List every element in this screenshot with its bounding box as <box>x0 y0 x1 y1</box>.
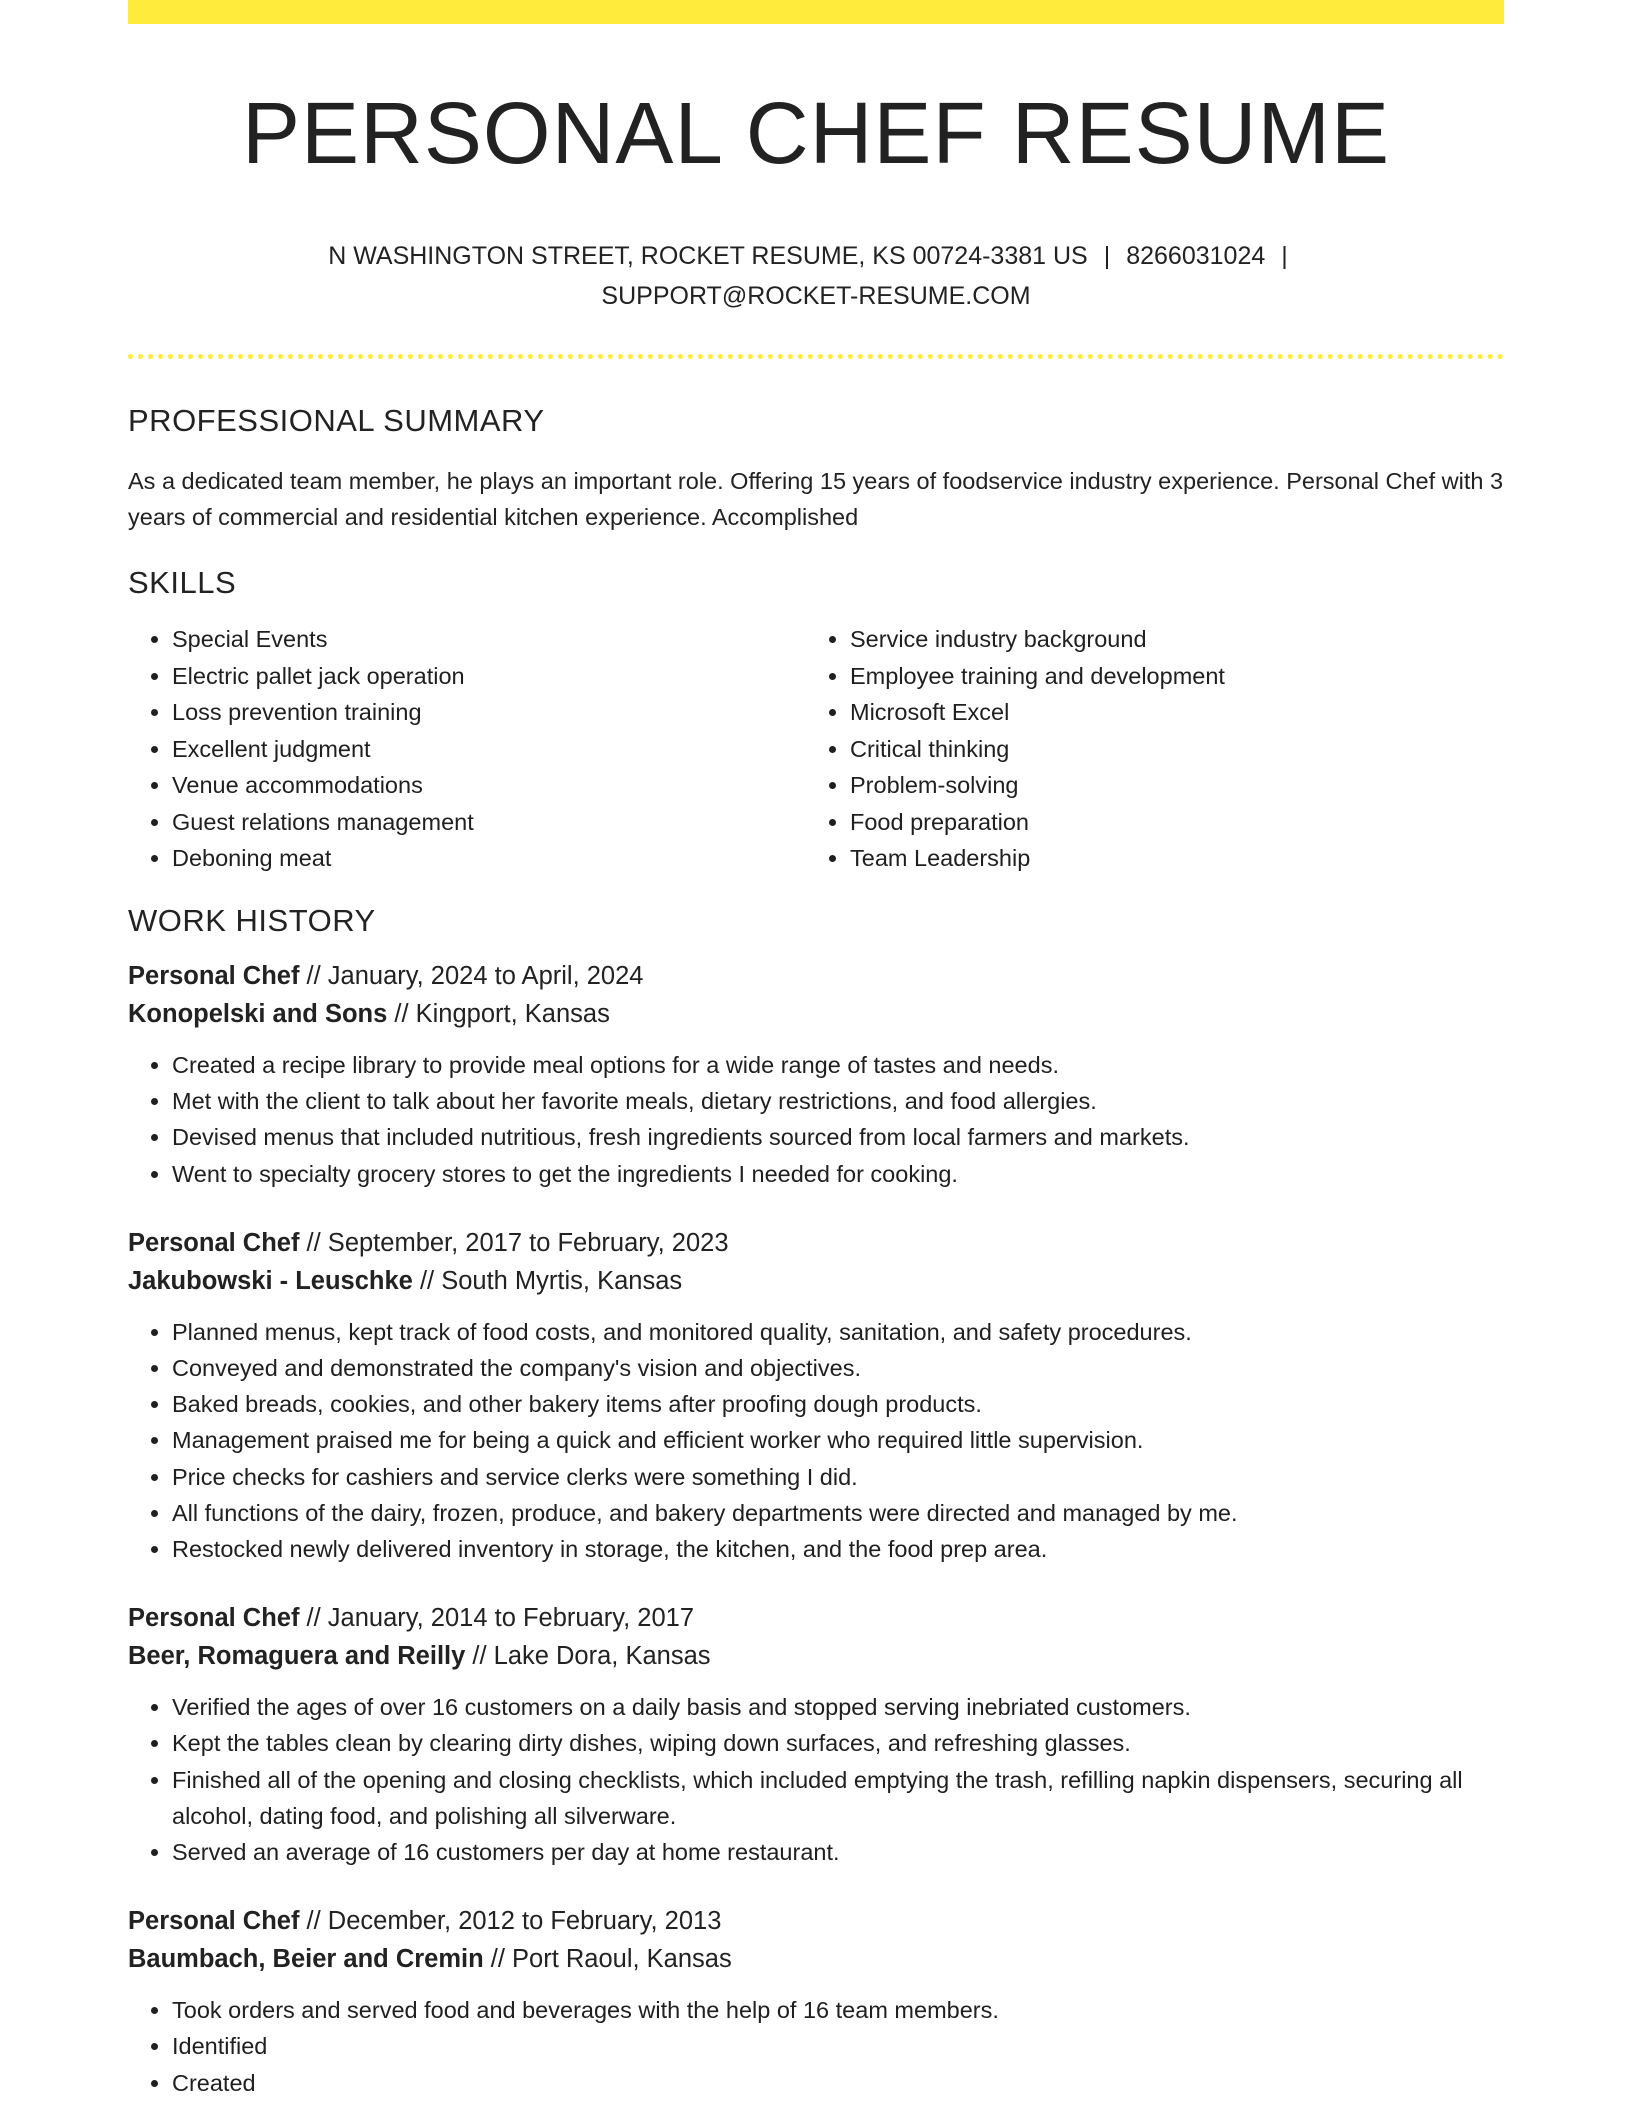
job-role-line <box>128 1224 1504 1262</box>
job-bullet: • Finished all of the opening and closing checklists, which included emptying the trash, refilling napkin dispensers, securing all alcohol, dating food, and polishing all silverware. <box>172 1762 1504 1834</box>
contact-address: N WASHINGTON STREET, ROCKET RESUME, KS 00724-3381 US <box>328 242 1088 271</box>
job-company: Beer, Romaguera and Reilly <box>128 1642 466 1671</box>
summary-text: As a dedicated team member, he plays an important role. Offering 15 years of foodservice industry experience. Personal Chef with 3 years of commercial and residential kitchen experience. Accomplished <box>128 468 1504 531</box>
skill-item: • Venue accommodations <box>172 767 806 804</box>
job-bullet: • Restocked newly delivered inventory in storage, the kitchen, and the food prep area. <box>172 1531 1504 1567</box>
job-spacer <box>128 1870 1504 1902</box>
job-bullet: • Kept the tables clean by clearing dirty dishes, wiping down surfaces, and refreshing glasses. <box>172 1725 1504 1761</box>
job-bullet: • Baked breads, cookies, and other bakery items after proofing dough products. <box>172 1386 1504 1422</box>
job-entry <box>128 1599 1504 1870</box>
job-bullets <box>128 1689 1504 1870</box>
skills-grid <box>128 621 1504 877</box>
job-spacer <box>128 1192 1504 1224</box>
job-company: Konopelski and Sons <box>128 999 388 1028</box>
job-role-line <box>128 957 1504 995</box>
skill-item: • Food preparation <box>850 804 1484 841</box>
job-company: Baumbach, Beier and Cremin <box>128 1945 484 1974</box>
skill-item: • Employee training and development <box>850 658 1484 695</box>
skill-item: • Special Events <box>172 621 806 658</box>
dotted-divider <box>128 354 1504 359</box>
accent-top-bar <box>128 0 1504 24</box>
contact-separator: | <box>1281 242 1288 271</box>
job-bullet: • Went to specialty grocery stores to get the ingredients I needed for cooking. <box>172 1156 1504 1192</box>
job-role: Personal Chef <box>128 1228 300 1257</box>
resume-title: PERSONAL CHEF RESUME <box>242 85 1390 182</box>
skill-item: • Microsoft Excel <box>850 694 1484 731</box>
job-dates: // January, 2024 to April, 2024 <box>299 961 644 990</box>
contact-email: SUPPORT@ROCKET-RESUME.COM <box>601 282 1031 311</box>
contact-phone: 8266031024 <box>1126 242 1266 271</box>
skill-item: • Loss prevention training <box>172 694 806 731</box>
job-spacer <box>128 1567 1504 1599</box>
job-dates: // January, 2014 to February, 2017 <box>299 1604 695 1633</box>
job-bullet: • Met with the client to talk about her favorite meals, dietary restrictions, and food allergies. <box>172 1083 1504 1119</box>
job-company-line <box>128 1940 1504 1978</box>
contact-line-2 <box>128 276 1504 316</box>
job-role-line <box>128 1599 1504 1637</box>
job-role: Personal Chef <box>128 1907 300 1936</box>
skills-column-left <box>128 621 806 877</box>
skill-item: • Deboning meat <box>172 840 806 877</box>
job-dates: // December, 2012 to February, 2013 <box>299 1907 722 1936</box>
job-entry <box>128 1902 1504 2101</box>
job-role-line <box>128 1902 1504 1940</box>
skill-item: • Team Leadership <box>850 840 1484 877</box>
job-bullet: • Created a recipe library to provide meal options for a wide range of tastes and needs. <box>172 1047 1504 1083</box>
job-role: Personal Chef <box>128 1604 300 1633</box>
job-bullet: • Management praised me for being a quick and efficient worker who required little supervision. <box>172 1422 1504 1458</box>
job-company-line <box>128 995 1504 1033</box>
skill-item: • Critical thinking <box>850 731 1484 768</box>
job-bullets <box>128 1314 1504 1567</box>
job-bullet: • Devised menus that included nutritious, fresh ingredients sourced from local farmers and markets. <box>172 1119 1504 1155</box>
job-location: // Port Raoul, Kansas <box>483 1945 732 1974</box>
job-bullet: • Created <box>172 2065 1504 2101</box>
contact-info <box>128 236 1504 316</box>
summary-heading: PROFESSIONAL SUMMARY <box>128 403 545 439</box>
job-bullet: • Identified <box>172 2028 1504 2064</box>
job-location: // South Myrtis, Kansas <box>412 1266 683 1295</box>
job-bullet: • Planned menus, kept track of food costs, and monitored quality, sanitation, and safety procedures. <box>172 1314 1504 1350</box>
job-bullets <box>128 1992 1504 2101</box>
skill-item: • Electric pallet jack operation <box>172 658 806 695</box>
job-entry <box>128 1224 1504 1567</box>
skill-item: • Service industry background <box>850 621 1484 658</box>
contact-line-1 <box>128 236 1504 276</box>
job-location: // Kingport, Kansas <box>387 999 610 1028</box>
job-bullets <box>128 1047 1504 1192</box>
skill-item: • Excellent judgment <box>172 731 806 768</box>
skills-column-right <box>806 621 1484 877</box>
job-bullet: • Verified the ages of over 16 customers on a daily basis and stopped serving inebriated customers. <box>172 1689 1504 1725</box>
job-bullet: • Took orders and served food and beverages with the help of 16 team members. <box>172 1992 1504 2028</box>
job-bullet: • Price checks for cashiers and service clerks were something I did. <box>172 1459 1504 1495</box>
job-role: Personal Chef <box>128 961 300 990</box>
skill-item: • Problem-solving <box>850 767 1484 804</box>
skills-heading: SKILLS <box>128 565 237 601</box>
job-dates: // September, 2017 to February, 2023 <box>299 1228 729 1257</box>
work-history-heading: WORK HISTORY <box>128 902 376 938</box>
job-location: // Lake Dora, Kansas <box>465 1642 711 1671</box>
contact-separator: | <box>1103 242 1111 271</box>
job-bullet: • All functions of the dairy, frozen, produce, and bakery departments were directed and managed by me. <box>172 1495 1504 1531</box>
skill-item: • Guest relations management <box>172 804 806 841</box>
job-company-line <box>128 1637 1504 1675</box>
job-company: Jakubowski - Leuschke <box>128 1266 413 1295</box>
resume-page <box>128 0 1504 2101</box>
job-entry <box>128 957 1504 1192</box>
job-company-line <box>128 1262 1504 1300</box>
job-bullet: • Conveyed and demonstrated the company's vision and objectives. <box>172 1350 1504 1386</box>
job-bullet: • Served an average of 16 customers per day at home restaurant. <box>172 1834 1504 1870</box>
